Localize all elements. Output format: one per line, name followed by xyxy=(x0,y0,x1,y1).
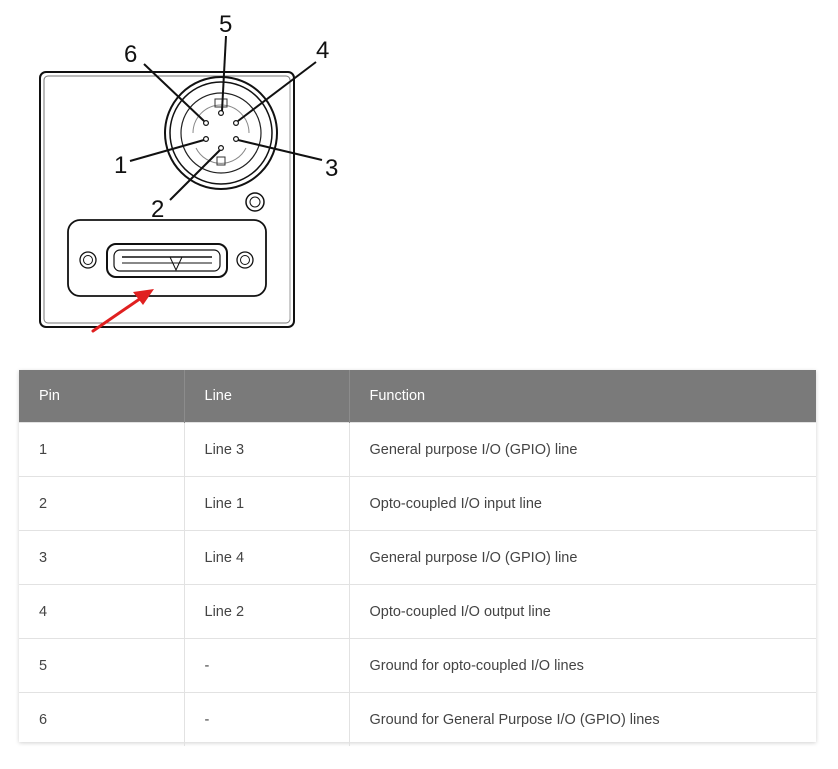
camera-connector-diagram xyxy=(0,0,360,345)
io-connector xyxy=(165,77,277,189)
table-row xyxy=(19,423,816,477)
table-row xyxy=(19,531,816,585)
cell-function: Opto-coupled I/O input line xyxy=(349,477,816,531)
cell-line: Line 4 xyxy=(184,531,349,585)
pin-assignment-table-container xyxy=(19,370,816,742)
usb-port xyxy=(68,220,266,296)
table-row xyxy=(19,693,816,747)
pin-label-6: 6 xyxy=(124,41,138,68)
leader-line-2 xyxy=(170,150,220,200)
pin-label-5: 5 xyxy=(219,11,233,38)
screw-hole-inner xyxy=(250,197,260,207)
camera-body-outline xyxy=(40,72,294,327)
pin-dot-5 xyxy=(219,111,224,116)
column-header-function: Function xyxy=(349,370,816,423)
cell-pin: 6 xyxy=(19,693,184,747)
cell-pin: 4 xyxy=(19,585,184,639)
pin-assignment-table xyxy=(19,370,816,746)
pin-label-2: 2 xyxy=(151,196,165,223)
leader-line-5 xyxy=(222,36,226,111)
pin-dot-4 xyxy=(234,121,239,126)
cell-function: Opto-coupled I/O output line xyxy=(349,585,816,639)
camera-body-inner-outline xyxy=(44,76,290,323)
table-row xyxy=(19,585,816,639)
cell-function: General purpose I/O (GPIO) line xyxy=(349,423,816,477)
screw-hole xyxy=(246,193,264,211)
cell-pin: 5 xyxy=(19,639,184,693)
cell-pin: 2 xyxy=(19,477,184,531)
cell-line: Line 1 xyxy=(184,477,349,531)
cell-function: General purpose I/O (GPIO) line xyxy=(349,531,816,585)
cell-line: Line 2 xyxy=(184,585,349,639)
leader-line-1 xyxy=(130,140,204,161)
leader-line-3 xyxy=(238,140,322,160)
pin-label-3: 3 xyxy=(325,155,339,182)
cell-function: Ground for General Purpose I/O (GPIO) lines xyxy=(349,693,816,747)
pin-dot-1 xyxy=(204,137,209,142)
cell-function: Ground for opto-coupled I/O lines xyxy=(349,639,816,693)
table-header-row xyxy=(19,370,816,423)
pin-label-4: 4 xyxy=(316,37,330,64)
cell-pin: 1 xyxy=(19,423,184,477)
pin-dot-3 xyxy=(234,137,239,142)
column-header-line: Line xyxy=(184,370,349,423)
cell-line: - xyxy=(184,639,349,693)
table-row xyxy=(19,639,816,693)
column-header-pin: Pin xyxy=(19,370,184,423)
cell-line: Line 3 xyxy=(184,423,349,477)
pin-dot-6 xyxy=(204,121,209,126)
pin-label-1: 1 xyxy=(114,152,128,179)
cell-line: - xyxy=(184,693,349,747)
table-row xyxy=(19,477,816,531)
cell-pin: 3 xyxy=(19,531,184,585)
